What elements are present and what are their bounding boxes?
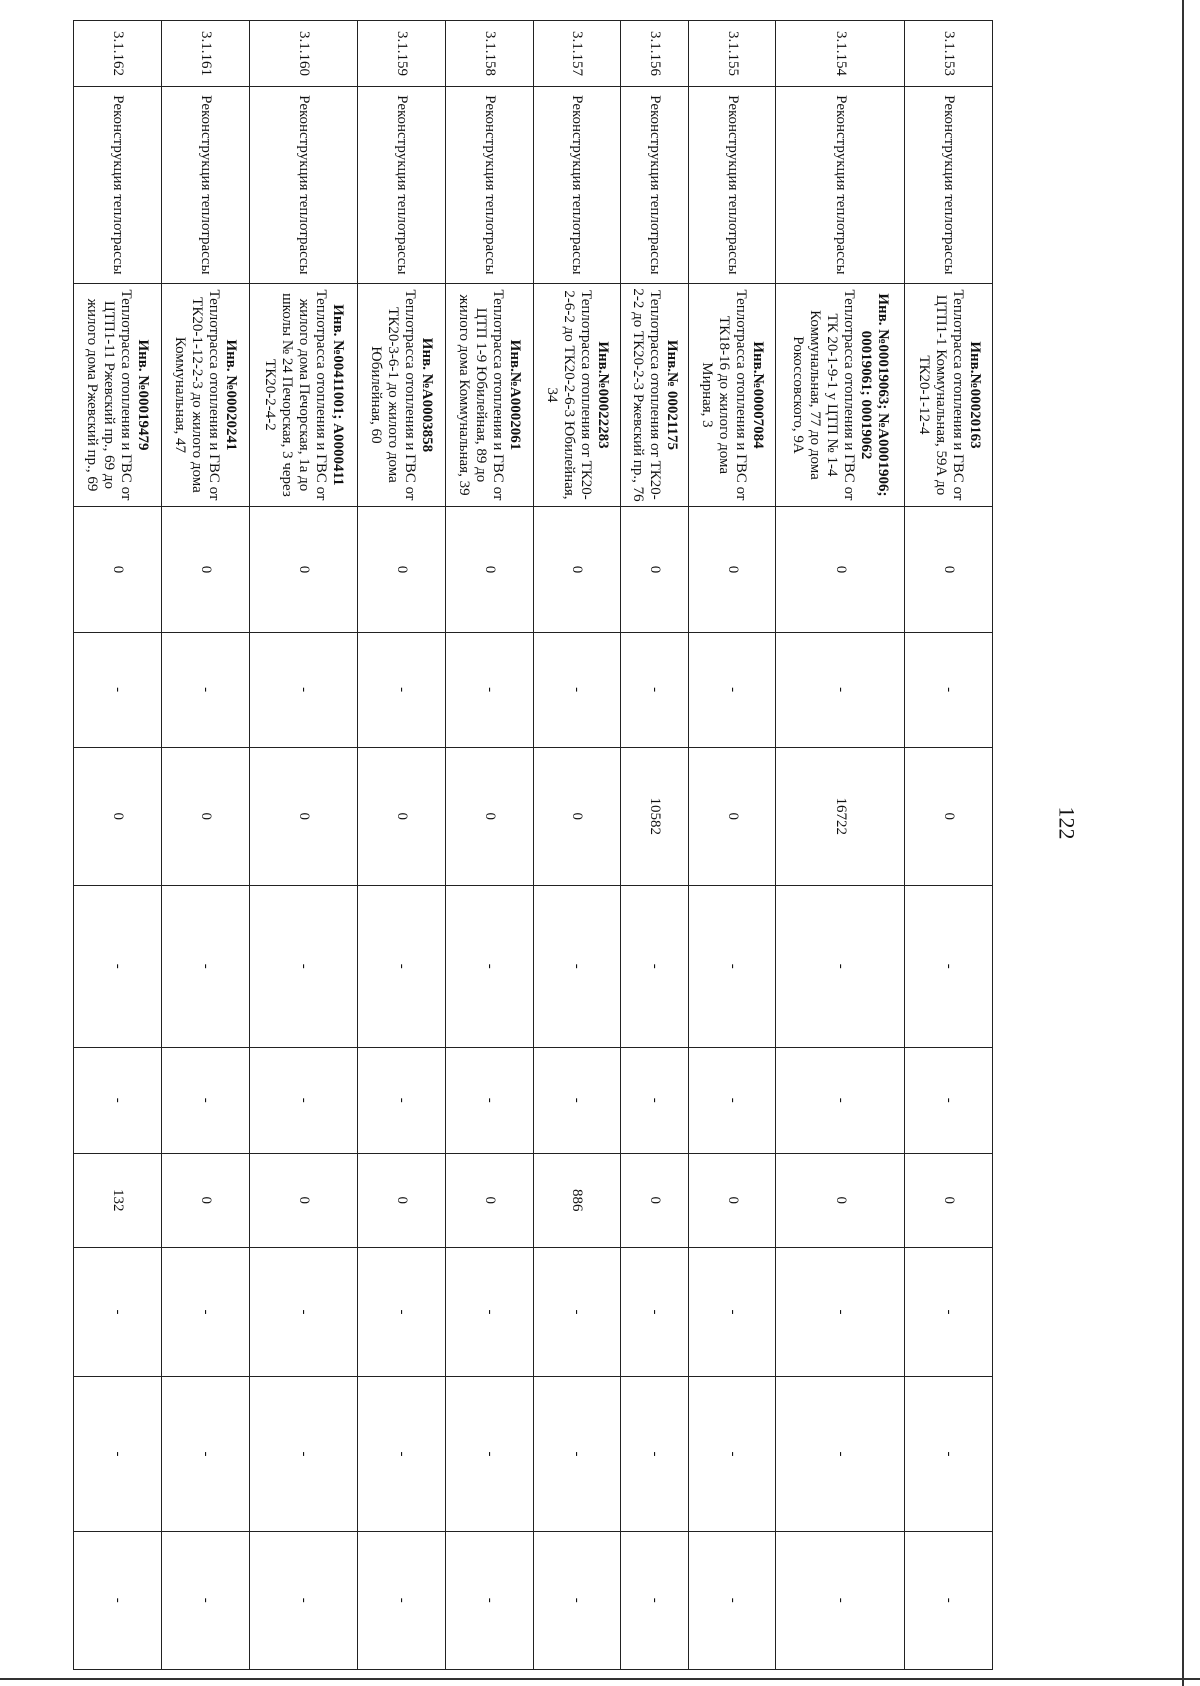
table-row (445, 21, 533, 1670)
value-cell-c5: - (688, 1047, 776, 1153)
work-type-cell: Реконструкция теплотрассы (905, 86, 993, 283)
scan-edge-right (1182, 0, 1184, 1686)
value-cell-c5: - (445, 1047, 533, 1153)
table-row (249, 21, 357, 1670)
table-row (776, 21, 905, 1670)
object-description-cell (905, 283, 993, 506)
value-cell-c5: - (161, 1047, 249, 1153)
value-cell-c5: - (776, 1047, 905, 1153)
object-description-text: Теплотрасса отопления и ГВС от ТК 20-1-9-1 у ЦТП № 1-4 Коммунальная, 77 до дома Рокоссовского, 9А (790, 289, 858, 501)
row-number-cell: 3.1.161 (161, 21, 249, 87)
value-cell-c3: 0 (74, 747, 162, 885)
value-cell-c6: 886 (533, 1153, 621, 1247)
value-cell-c6: 0 (445, 1153, 533, 1247)
value-cell-c5: - (74, 1047, 162, 1153)
value-cell-c2: - (688, 632, 776, 747)
inventory-number: Инв.№А0002061 (507, 339, 524, 451)
work-type-cell: Реконструкция теплотрассы (533, 86, 621, 283)
value-cell-c3: 16722 (776, 747, 905, 885)
work-type-cell: Реконструкция теплотрассы (621, 86, 688, 283)
value-cell-c8: - (688, 1377, 776, 1531)
value-cell-c1: 0 (905, 507, 993, 633)
value-cell-c7: - (74, 1247, 162, 1377)
object-description-cell (688, 283, 776, 506)
work-type-cell: Реконструкция теплотрассы (161, 86, 249, 283)
inventory-number: Инв. №00019063; №А0001906; 00019061; 00019062 (858, 293, 892, 497)
value-cell-c2: - (621, 632, 688, 747)
value-cell-c9: - (621, 1531, 688, 1669)
table-row (357, 21, 445, 1670)
table-row (161, 21, 249, 1670)
value-cell-c4: - (445, 885, 533, 1047)
value-cell-c8: - (533, 1377, 621, 1531)
object-description-cell (776, 283, 905, 506)
value-cell-c7: - (533, 1247, 621, 1377)
value-cell-c8: - (445, 1377, 533, 1531)
row-number-cell: 3.1.154 (776, 21, 905, 87)
inventory-number: Инв.№00020163 (966, 341, 983, 449)
object-description-text: Теплотрасса отопления и ГВС от ТК18-16 до жилого дома Мирная, 3 (699, 289, 750, 501)
value-cell-c5: - (533, 1047, 621, 1153)
object-description-text: Теплотрасса отопления и ГВС от ТК20-3-6-1 до жилого дома Юбилейная, 60 (368, 289, 419, 501)
value-cell-c9: - (905, 1531, 993, 1669)
value-cell-c5: - (249, 1047, 357, 1153)
object-description-text: Теплотрасса отопления от ТК20-2-6-2 до ТК20-2-6-3 Юбилейная, 34 (543, 290, 594, 500)
value-cell-c9: - (533, 1531, 621, 1669)
value-cell-c7: - (905, 1247, 993, 1377)
value-cell-c4: - (533, 885, 621, 1047)
work-type-cell: Реконструкция теплотрассы (357, 86, 445, 283)
value-cell-c7: - (445, 1247, 533, 1377)
value-cell-c4: - (776, 885, 905, 1047)
object-description-text: Теплотрасса отопления и ГВС от ТК20-1-12-2-3 до жилого дома Коммунальная, 47 (172, 289, 223, 501)
value-cell-c8: - (357, 1377, 445, 1531)
value-cell-c7: - (161, 1247, 249, 1377)
value-cell-c1: 0 (161, 507, 249, 633)
object-description-text: Теплотрасса отопления от ТК20-2-2 до ТК20-2-3 Ржевский пр., 76 (630, 288, 664, 502)
value-cell-c2: - (905, 632, 993, 747)
row-number-cell: 3.1.157 (533, 21, 621, 87)
value-cell-c1: 0 (249, 507, 357, 633)
table-row (621, 21, 688, 1670)
object-description-cell (249, 283, 357, 506)
value-cell-c7: - (357, 1247, 445, 1377)
value-cell-c8: - (621, 1377, 688, 1531)
value-cell-c1: 0 (621, 507, 688, 633)
value-cell-c1: 0 (688, 507, 776, 633)
value-cell-c6: 0 (621, 1153, 688, 1247)
inventory-number: Инв. №00019479 (135, 339, 152, 451)
value-cell-c8: - (776, 1377, 905, 1531)
value-cell-c4: - (357, 885, 445, 1047)
row-number-cell: 3.1.160 (249, 21, 357, 87)
value-cell-c1: 0 (357, 507, 445, 633)
value-cell-c1: 0 (445, 507, 533, 633)
value-cell-c1: 0 (776, 507, 905, 633)
table-row (688, 21, 776, 1670)
inventory-number: Инв. №00020241 (223, 339, 240, 451)
value-cell-c3: 0 (249, 747, 357, 885)
value-cell-c9: - (445, 1531, 533, 1669)
page-number: 122 (1054, 806, 1080, 840)
value-cell-c8: - (161, 1377, 249, 1531)
value-cell-c9: - (161, 1531, 249, 1669)
works-table (73, 20, 993, 1670)
value-cell-c9: - (357, 1531, 445, 1669)
value-cell-c8: - (249, 1377, 357, 1531)
object-description-cell (74, 283, 162, 506)
value-cell-c9: - (249, 1531, 357, 1669)
table-row (905, 21, 993, 1670)
value-cell-c5: - (621, 1047, 688, 1153)
value-cell-c6: 132 (74, 1153, 162, 1247)
value-cell-c3: 10582 (621, 747, 688, 885)
value-cell-c6: 0 (357, 1153, 445, 1247)
value-cell-c9: - (776, 1531, 905, 1669)
value-cell-c4: - (905, 885, 993, 1047)
inventory-number: Инв.№00022283 (594, 341, 611, 449)
value-cell-c6: 0 (249, 1153, 357, 1247)
value-cell-c8: - (74, 1377, 162, 1531)
value-cell-c2: - (74, 632, 162, 747)
object-description-text: Теплотрасса отопления и ГВС от ЦТП1-11 Ржевский пр., 69 до жилого дома Ржевский пр., 69 (84, 289, 135, 501)
value-cell-c7: - (776, 1247, 905, 1377)
value-cell-c2: - (357, 632, 445, 747)
value-cell-c4: - (688, 885, 776, 1047)
object-description-cell (533, 283, 621, 506)
rotated-table-wrapper (73, 20, 993, 1670)
row-number-cell: 3.1.153 (905, 21, 993, 87)
value-cell-c2: - (249, 632, 357, 747)
value-cell-c5: - (905, 1047, 993, 1153)
value-cell-c7: - (621, 1247, 688, 1377)
value-cell-c2: - (533, 632, 621, 747)
work-type-cell: Реконструкция теплотрассы (776, 86, 905, 283)
value-cell-c1: 0 (533, 507, 621, 633)
value-cell-c3: 0 (905, 747, 993, 885)
inventory-number: Инв.№00007084 (750, 341, 767, 449)
work-type-cell: Реконструкция теплотрассы (74, 86, 162, 283)
object-description-text: Теплотрасса отопления и ГВС от ЦТП 1-9 Юбилейная, 89 до жилого дома Коммунальная, 39 (456, 289, 507, 501)
value-cell-c4: - (249, 885, 357, 1047)
object-description-cell (161, 283, 249, 506)
inventory-number: Инв. №00411001; А0000411 (329, 304, 346, 486)
value-cell-c8: - (905, 1377, 993, 1531)
value-cell-c3: 0 (445, 747, 533, 885)
object-description-cell (621, 283, 688, 506)
row-number-cell: 3.1.155 (688, 21, 776, 87)
value-cell-c6: 0 (905, 1153, 993, 1247)
scan-edge-bottom (0, 1678, 1200, 1680)
value-cell-c3: 0 (533, 747, 621, 885)
value-cell-c6: 0 (688, 1153, 776, 1247)
object-description-cell (445, 283, 533, 506)
table-body (74, 21, 993, 1670)
table-row (74, 21, 162, 1670)
value-cell-c6: 0 (776, 1153, 905, 1247)
value-cell-c3: 0 (357, 747, 445, 885)
value-cell-c1: 0 (74, 507, 162, 633)
value-cell-c2: - (776, 632, 905, 747)
value-cell-c7: - (249, 1247, 357, 1377)
value-cell-c4: - (74, 885, 162, 1047)
object-description-text: Теплотрасса отопления и ГВС от ЦТП1-1 Коммунальная, 59А до ТК20-1-12-4 (915, 289, 966, 501)
value-cell-c2: - (161, 632, 249, 747)
value-cell-c2: - (445, 632, 533, 747)
value-cell-c9: - (688, 1531, 776, 1669)
row-number-cell: 3.1.159 (357, 21, 445, 87)
value-cell-c7: - (688, 1247, 776, 1377)
value-cell-c4: - (621, 885, 688, 1047)
work-type-cell: Реконструкция теплотрассы (249, 86, 357, 283)
row-number-cell: 3.1.162 (74, 21, 162, 87)
value-cell-c3: 0 (688, 747, 776, 885)
value-cell-c3: 0 (161, 747, 249, 885)
table-row (533, 21, 621, 1670)
object-description-cell (357, 283, 445, 506)
inventory-number: Инв.№ 00021175 (664, 339, 681, 451)
value-cell-c5: - (357, 1047, 445, 1153)
value-cell-c9: - (74, 1531, 162, 1669)
row-number-cell: 3.1.158 (445, 21, 533, 87)
value-cell-c4: - (161, 885, 249, 1047)
value-cell-c6: 0 (161, 1153, 249, 1247)
work-type-cell: Реконструкция теплотрассы (688, 86, 776, 283)
row-number-cell: 3.1.156 (621, 21, 688, 87)
inventory-number: Инв. №А0003858 (419, 337, 436, 453)
object-description-text: Теплотрасса отопления и ГВС от жилого дома Печорская, 1а до школы № 24 Печорская, 3 через ТК20-2-4-2 (261, 289, 329, 501)
work-type-cell: Реконструкция теплотрассы (445, 86, 533, 283)
